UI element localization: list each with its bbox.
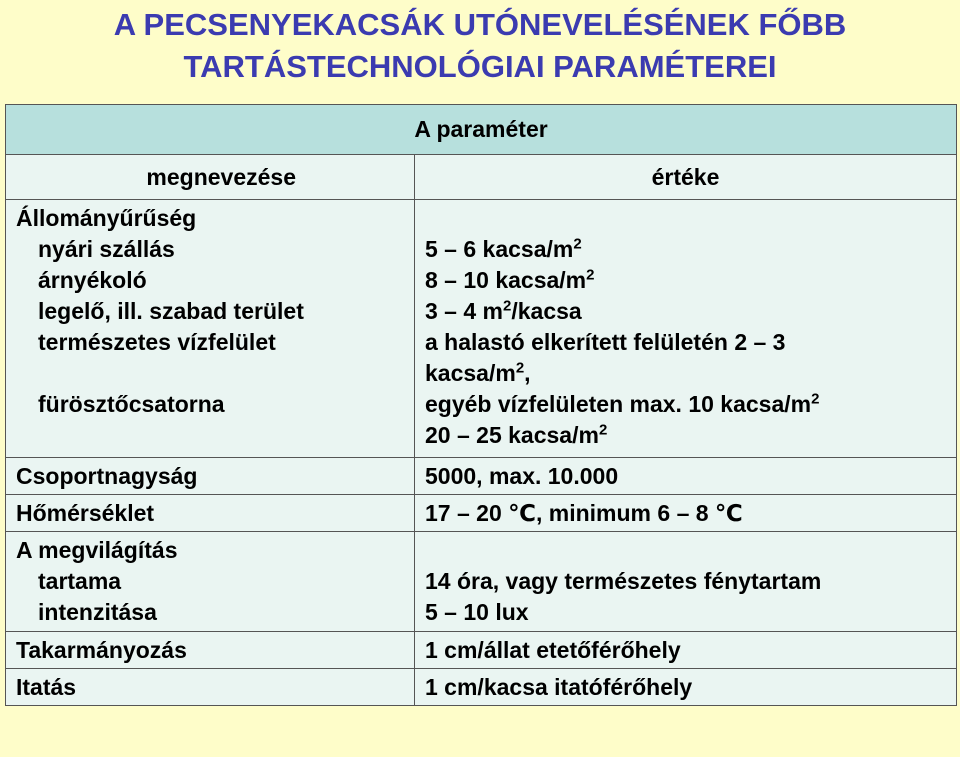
value-line: 3 – 4 $m^2$/kacsa <box>425 297 582 324</box>
row-label-cell <box>6 200 415 458</box>
row-label-cell <box>6 532 415 632</box>
value-line: 8 – 10 kacsa/$m^2$ <box>425 266 595 293</box>
table-header-row <box>6 105 957 155</box>
row-label: Hőmérséklet <box>6 495 415 532</box>
table-row <box>6 495 957 532</box>
value-line: a halastó elkerített felületén 2 – 3 <box>425 329 786 355</box>
value-line: 5 – 6 kacsa/$m^2$ <box>425 235 582 262</box>
page-title <box>0 4 960 88</box>
row-label: Csoportnagyság <box>6 458 415 495</box>
row-value-cell <box>415 532 957 632</box>
header-value: értéke <box>415 155 957 200</box>
row-value: 5000, max. 10.000 <box>415 458 957 495</box>
value-line: 20 – 25 kacsa/$m^2$ <box>425 421 608 448</box>
sub-label-spacer <box>16 358 404 389</box>
row-value: 17 – 20 ℃, minimum 6 – 8 ℃ <box>415 495 957 532</box>
row-value: 1 cm/állat etetőférőhely <box>415 632 957 669</box>
value-line: 14 óra, vagy természetes fénytartam <box>425 568 822 594</box>
header-name: megnevezése <box>6 155 415 200</box>
sub-label: fürösztőcsatorna <box>38 391 225 417</box>
sub-label: intenzitása <box>38 599 157 625</box>
table-row <box>6 632 957 669</box>
row-label: A megvilágítás <box>16 537 178 563</box>
sub-label: tartama <box>38 568 122 594</box>
table-row <box>6 532 957 632</box>
table-row <box>6 669 957 706</box>
row-label: Itatás <box>6 669 415 706</box>
title-line-1: A PECSENYEKACSÁK UTÓNEVELÉSÉNEK FŐBB <box>113 7 847 42</box>
parameters-table <box>5 104 957 706</box>
value-line: egyéb vízfelületen max. 10 kacsa/$m^2$ <box>425 390 820 417</box>
sub-label: árnyékoló <box>38 267 147 293</box>
header-parameter: A paraméter <box>6 105 957 155</box>
sub-label: természetes vízfelület <box>38 329 276 355</box>
row-label: Állományűrűség <box>16 205 197 231</box>
table-subheader-row <box>6 155 957 200</box>
value-spacer <box>425 535 946 566</box>
row-value: 1 cm/kacsa itatóférőhely <box>415 669 957 706</box>
table-row <box>6 458 957 495</box>
value-spacer <box>425 203 946 234</box>
table-row <box>6 200 957 458</box>
title-line-2: TARTÁSTECHNOLÓGIAI PARAMÉTEREI <box>183 49 777 84</box>
sub-label: nyári szállás <box>38 236 175 262</box>
row-value-cell <box>415 200 957 458</box>
sub-label: legelő, ill. szabad terület <box>38 298 304 324</box>
value-line: kacsa/$m^2$, <box>425 359 531 386</box>
row-label: Takarmányozás <box>6 632 415 669</box>
value-line: 5 – 10 lux <box>425 599 529 625</box>
